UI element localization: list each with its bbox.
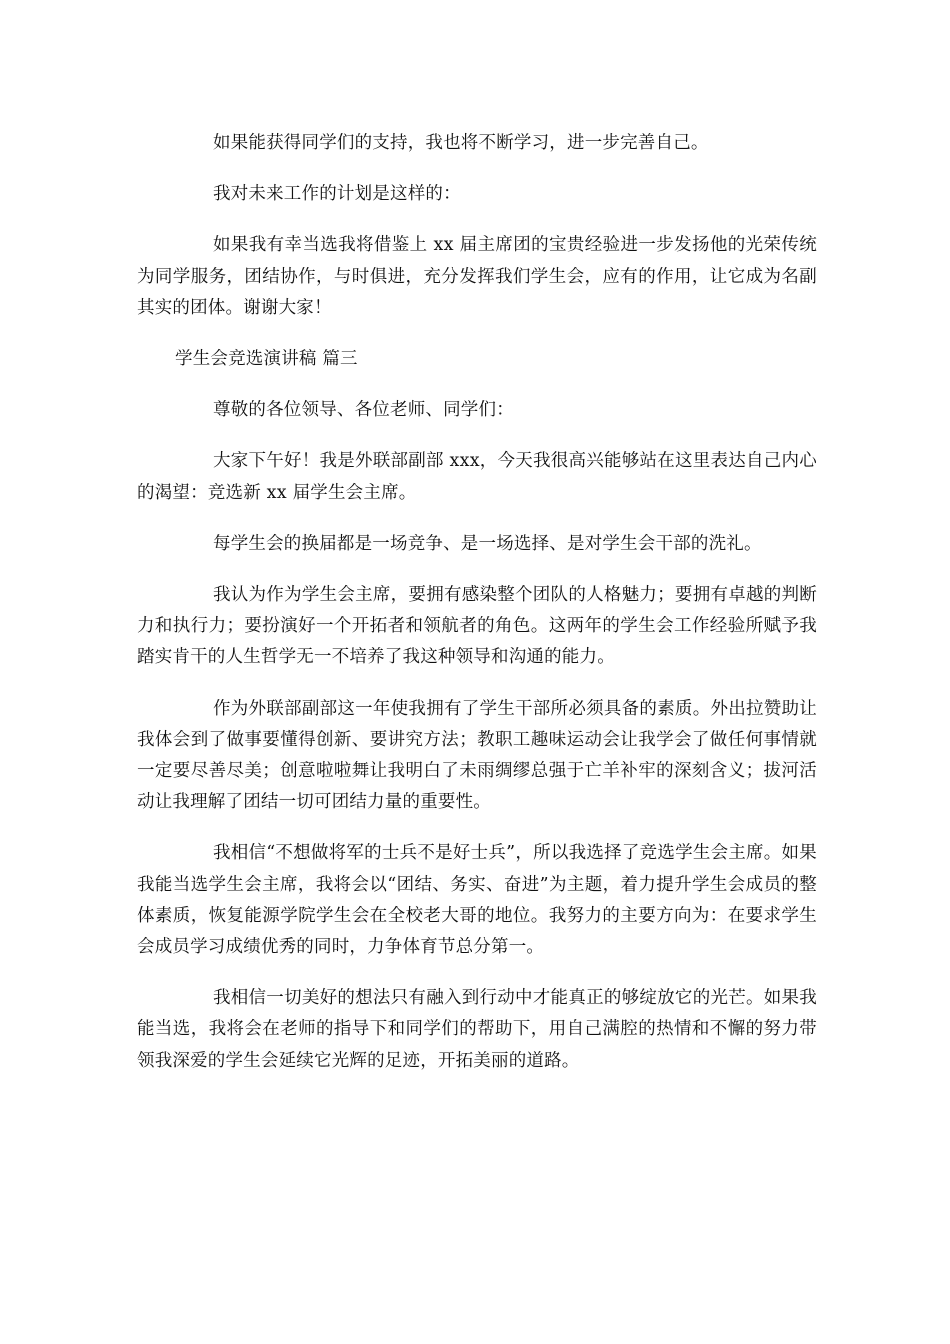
paragraph-leadership: 我认为作为学生会主席，要拥有感染整个团队的人格魅力；要拥有卓越的判断力和执行力；要扮演好一个开拓者和领航者的角色。这两年的学生会工作经验所赋予我踏实肯干的人生哲学无一不培养了我这种领导和沟通的能力。 — [137, 585, 817, 668]
paragraph-plan: 如果我有幸当选我将借鉴上 xx 届主席团的宝贵经验进一步发扬他的光荣传统为同学服务，团结协作，与时俱进，充分发挥我们学生会，应有的作用，让它成为名副其实的团体。谢谢大家！ — [137, 235, 817, 318]
paragraph-plan-intro: 我对未来工作的计划是这样的： — [213, 184, 461, 205]
paragraph-goals: 我相信“不想做将军的士兵不是好士兵”，所以我选择了竞选学生会主席。如果我能当选学生会主席，我将会以“团结、务实、奋进”为主题，着力提升学生会成员的整体素质，恢复能源学院学生会在全校老大哥的地位。我努力的主要方向为：在要求学生会成员学习成绩优秀的同时，力争体育节总分第一。 — [137, 843, 817, 958]
paragraph-experience: 作为外联部副部这一年使我拥有了学生干部所必须具备的素质。外出拉赞助让我体会到了做事要懂得创新、要讲究方法；教职工趣味运动会让我学会了做任何事情就一定要尽善尽美；创意啦啦舞让我明白了未雨绸缪总强于亡羊补牢的深刻含义；拔河活动让我理解了团结一切可团结力量的重要性。 — [137, 698, 817, 813]
paragraph-election: 每学生会的换届都是一场竞争、是一场选择、是对学生会干部的洗礼。 — [213, 533, 762, 554]
paragraph-salutation: 尊敬的各位领导、各位老师、同学们： — [213, 400, 514, 421]
paragraph-greeting: 大家下午好！我是外联部副部 xxx，今天我很高兴能够站在这里表达自己内心的渴望：竞选新 xx 届学生会主席。 — [137, 451, 817, 503]
section-heading: 学生会竞选演讲稿 篇三 — [175, 349, 358, 370]
paragraph-closing: 我相信一切美好的想法只有融入到行动中才能真正的够绽放它的光芒。如果我能当选，我将会在老师的指导下和同学们的帮助下，用自己满腔的热情和不懈的努力带领我深爱的学生会延续它光辉的足迹，开拓美丽的道路。 — [137, 988, 817, 1071]
paragraph-support: 如果能获得同学们的支持，我也将不断学习，进一步完善自己。 — [213, 133, 709, 153]
document-page — [137, 128, 817, 1097]
